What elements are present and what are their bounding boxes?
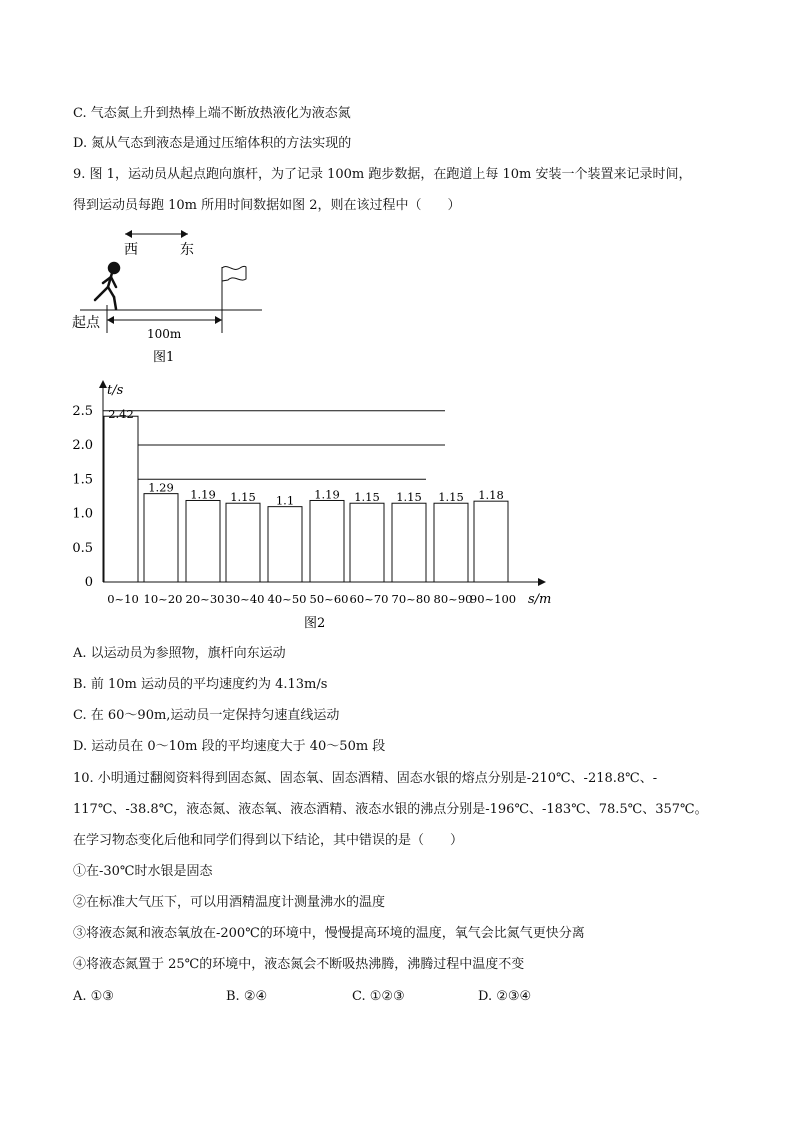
x-tick-label: 50~60 [309,592,349,606]
question-9-line1: 9. 图 1，运动员从起点跑向旗杆，为了记录 100m 跑步数据，在跑道上每 10m 安装一个装置来记录时间， [73,167,692,182]
figure-1-diagram [60,225,290,370]
bar-value-label: 1.19 [190,487,216,502]
y-axis-arrow [99,380,107,388]
bar [434,503,468,582]
option-a-q9: A. 以运动员为参照物，旗杆向东运动 [73,646,286,661]
bar-value-label: 1.15 [396,490,422,505]
bar [392,503,426,582]
bar [350,503,384,582]
option-d-q9: D. 运动员在 0～10m 段的平均速度大于 40～50m 段 [73,739,386,754]
y-tick-label: 2.0 [72,438,93,453]
y-tick-label: 0.5 [72,540,93,556]
option-d-q10: D. ②③④ [478,989,532,1004]
x-tick-label: 60~70 [349,592,389,606]
bar-value-label: 1.18 [478,488,504,503]
west-label: 西 [124,242,138,258]
option-a-q10: A. ①③ [73,989,114,1004]
figure-2-caption: 图2 [304,616,326,631]
x-tick-label: 90~100 [469,592,517,606]
option-d-q8: D. 氮从气态到液态是通过压缩体积的方法实现的 [73,136,352,151]
question-9-line2: 得到运动员每跑 10m 所用时间数据如图 2，则在该过程中（ ） [73,198,461,213]
bar [226,503,260,582]
bar-value-label: 1.19 [314,487,340,502]
y-tick-label: 1.0 [72,506,93,522]
x-tick-label: 40~50 [267,592,307,606]
option-c-q8: C. 气态氮上升到热棒上端不断放热液化为液态氮 [73,106,351,121]
bar [104,416,138,582]
statement-1: ①在-30℃时水银是固态 [73,864,213,879]
question-10-line1: 10. 小明通过翻阅资料得到固态氮、固态氧、固态酒精、固态水银的熔点分别是-210℃、-218.8℃、- [73,771,658,786]
bar [310,500,344,582]
x-tick-label: 30~40 [225,592,265,606]
y-tick-label: 0 [84,575,93,590]
x-tick-label: 20~30 [185,592,225,606]
question-10-line3: 在学习物态变化后他和同学们得到以下结论，其中错误的是（ ） [73,833,464,848]
bar [186,500,220,582]
start-label: 起点 [72,315,100,331]
bar-value-label: 1.15 [354,490,380,505]
bar [474,501,508,582]
bar-value-label: 1.29 [148,480,174,495]
option-b-q9: B. 前 10m 运动员的平均速度约为 4.13m/s [73,677,328,692]
statement-3: ③将液态氮和液态氧放在-200℃的环境中，慢慢提高环境的温度，氧气会比氮气更快分离 [73,926,585,941]
statement-2: ②在标准大气压下，可以用酒精温度计测量沸水的温度 [73,895,386,910]
bar-value-label: 2.42 [108,407,134,422]
bar-value-label: 1.15 [438,490,464,505]
flag-icon [222,266,246,281]
x-tick-label: 80~90 [433,592,473,606]
y-tick-label: 1.5 [72,472,93,488]
x-axis-label: s/m [528,592,552,607]
bar-value-label: 1.15 [230,490,256,505]
figure-1-caption: 图1 [153,350,175,365]
bar [268,507,302,582]
x-tick-label: 70~80 [391,592,431,606]
option-c-q9: C. 在 60～90m,运动员一定保持匀速直线运动 [73,708,340,723]
y-tick-label: 2.5 [72,403,93,419]
x-tick-label: 0~10 [107,592,139,606]
runner-icon [95,263,119,309]
bar [144,494,178,582]
east-label: 东 [180,242,194,258]
question-10-line2: 117℃、-38.8℃，液态氮、液态氧、液态酒精、液态水银的沸点分别是-196℃、-183℃、78.5℃、357℃。 [73,802,708,817]
bar-value-label: 1.1 [275,493,295,508]
x-axis-arrow [538,578,546,586]
option-b-q10: B. ②④ [226,989,268,1004]
statement-4: ④将液态氮置于 25℃的环境中，液态氮会不断吸热沸腾，沸腾过程中温度不变 [73,957,525,972]
distance-label: 100m [147,327,182,341]
y-axis-label: t/s [107,383,124,398]
figure-2-chart [60,372,580,634]
option-c-q10: C. ①②③ [352,989,405,1004]
x-tick-label: 10~20 [143,592,183,606]
